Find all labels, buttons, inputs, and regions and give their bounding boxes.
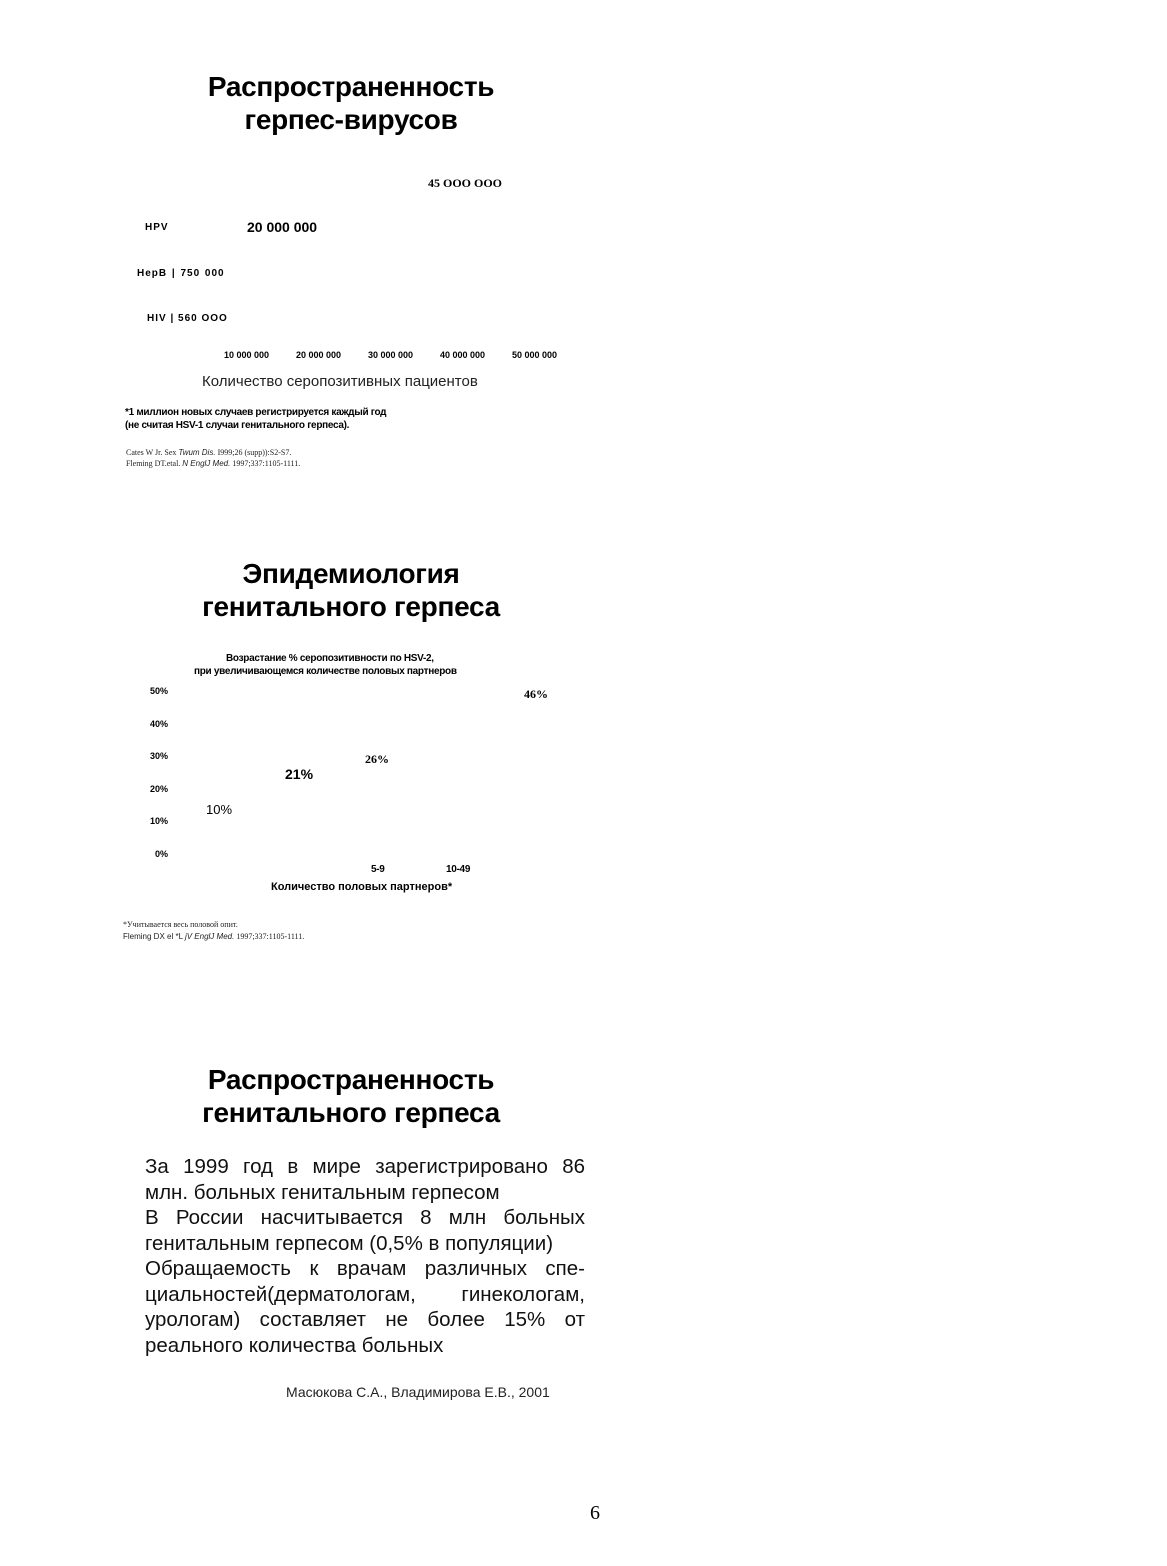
- chart-title: при увеличивающемся количестве половых партнеров: [194, 666, 457, 677]
- x-tick-label: 30 000 000: [368, 350, 414, 360]
- body-paragraph: [145, 1154, 585, 1358]
- reference: Fleming DT.etal. N EnglJ Med. 1997;337:1105-1111.: [126, 459, 301, 468]
- footnote: (не считая HSV-1 случаи генитального герпеса).: [125, 420, 350, 431]
- paragraph-line: реального количества больных: [145, 1333, 444, 1357]
- y-tick-label: 40%: [150, 718, 169, 729]
- chart-title: Возрастание % серопозитивности по HSV-2,: [226, 653, 434, 664]
- x-tick-label: 10-49: [446, 864, 471, 875]
- x-tick-label: 10 000 000: [224, 350, 270, 360]
- bar-label-hiv: HIV | 560 ООО: [147, 313, 228, 324]
- x-axis-label: Количество серопозитивных пациентов: [202, 373, 478, 390]
- reference: Fleming DX el *L jV EnglJ Med. 1997;337:1105-1111.: [123, 932, 305, 941]
- bar-value-label: 45 ООО ООО: [428, 176, 503, 190]
- bar-value-label: 20 000 000: [247, 219, 318, 235]
- page-number: 6: [590, 1502, 600, 1524]
- y-tick-label: 10%: [150, 816, 169, 827]
- data-label: 10%: [206, 802, 233, 817]
- x-tick-label: 5-9: [371, 864, 385, 875]
- paragraph-line: В России насчитывается 8 млн больных: [145, 1206, 585, 1229]
- section1-title: Распространенность герпес-вирусов: [207, 71, 495, 135]
- footnote: *1 миллион новых случаев регистрируется каждый год: [125, 407, 387, 418]
- data-label: 46%: [524, 687, 548, 701]
- paragraph-line: Обращаемость к врачам различных спе-: [145, 1257, 585, 1280]
- paragraph-line: млн. больных генитальным герпесом: [145, 1180, 500, 1204]
- paragraph-line: циальностей(дерматологам, гинекологам,: [145, 1282, 585, 1306]
- y-tick-label: 0%: [155, 849, 169, 859]
- bar-label-hepb: HepB | 750 000: [137, 268, 225, 279]
- x-tick-label: 50 000 000: [512, 350, 558, 360]
- data-label: 26%: [365, 752, 389, 766]
- x-tick-label: 20 000 000: [296, 350, 342, 360]
- y-tick-label: 50%: [150, 686, 169, 696]
- y-tick-label: 30%: [150, 751, 169, 762]
- paragraph-line: За 1999 год в мире зарегистрировано 86: [145, 1155, 585, 1178]
- citation: Масюкова С.А., Владимирова Е.В., 2001: [286, 1384, 550, 1400]
- paragraph-line: генитальным герпесом (0,5% в популяции): [145, 1231, 554, 1255]
- x-tick-label: 40 000 000: [440, 350, 486, 360]
- section2-title: Эпидемиология генитального герпеса: [202, 558, 500, 622]
- x-axis-label: Количество половых партнеров*: [271, 881, 453, 893]
- bar-label-hpv: HPV: [145, 222, 169, 233]
- y-tick-label: 20%: [150, 783, 169, 794]
- section3-title: Распространенность генитального герпеса: [202, 1064, 500, 1128]
- reference: Cates W Jr. Sex Twum Dis. I999;26 (supp)):S2-S7.: [126, 448, 292, 457]
- paragraph-line: урологам) составляет не более 15% от: [145, 1308, 585, 1331]
- data-label: 21%: [285, 766, 314, 782]
- footnote: *Учитывается весь половой опит.: [123, 920, 238, 929]
